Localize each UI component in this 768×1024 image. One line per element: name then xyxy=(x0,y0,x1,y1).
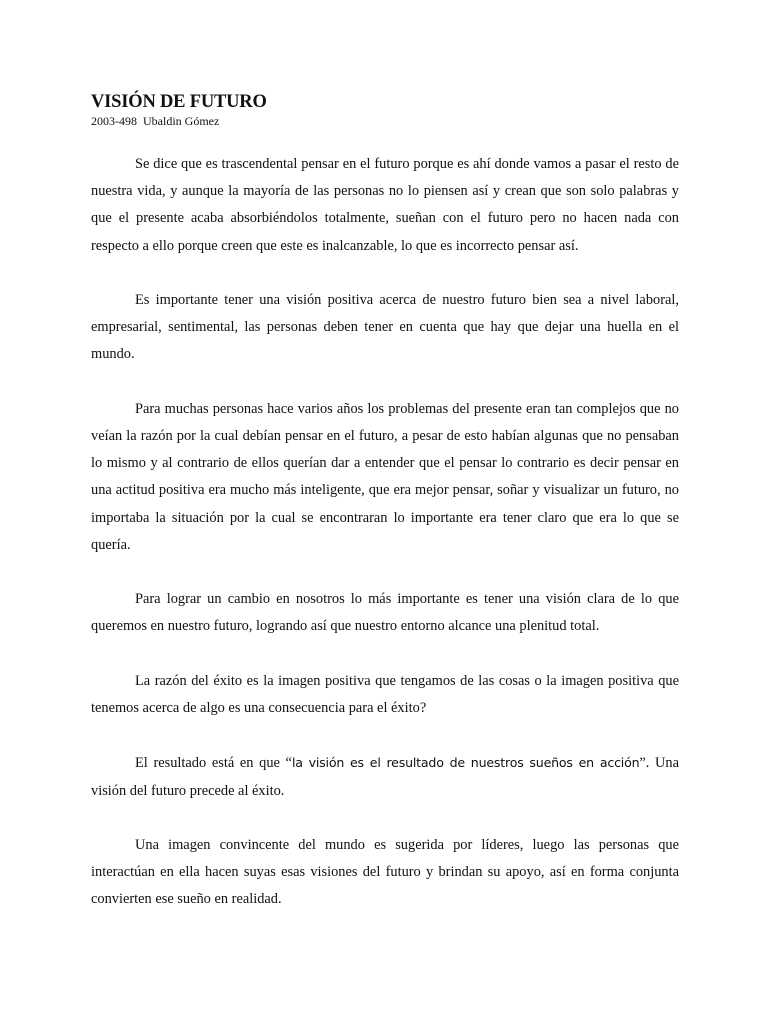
quote-lead-text: El resultado está en que “ xyxy=(135,755,292,772)
document-body xyxy=(91,151,679,914)
quote-trail-text: ”. Una visión del futuro precede al éxito. xyxy=(91,755,679,799)
paragraph-5: La razón del éxito es la imagen positiva que tengamos de las cosas o la imagen positiva que tenemos acerca de algo es una consecuencia para el éxito? xyxy=(91,672,679,716)
document-author: Ubaldin Gómez xyxy=(143,114,220,128)
document-title: VISIÓN DE FUTURO xyxy=(91,92,267,112)
paragraph-4: Para lograr un cambio en nosotros lo más importante es tener una visión clara de lo que queremos en nuestro futuro, logrando así que nuestro entorno alcance una plenitud total. xyxy=(91,591,679,635)
paragraph-1: Se dice que es trascendental pensar en el futuro porque es ahí donde vamos a pasar el resto de nuestra vida, y aunque la mayoría de las personas no lo piensen así y crean que son solo palabras y que el presente acaba absorbiéndolos totalmente, sueñan con el futuro pero no hacen nada con respecto a ello porque creen que este es inalcanzable, lo que es incorrecto pensar así. xyxy=(91,156,679,254)
document-code: 2003-498 xyxy=(91,114,137,128)
paragraph-quote xyxy=(91,749,679,804)
quoted-text: la visión es el resultado de nuestros sueños en acción xyxy=(291,755,640,771)
paragraph-final: Una imagen convincente del mundo es sugerida por líderes, luego las personas que interactúan en ella hacen suyas esas visiones del futuro y brindan su apoyo, así en forma conjunta convierten ese sueño en realidad. xyxy=(91,836,679,908)
document-byline xyxy=(91,114,219,129)
paragraph-3: Para muchas personas hace varios años los problemas del presente eran tan complejos que no veían la razón por la cual debían pensar en el futuro, a pesar de esto habían algunas que no pensaban lo mismo y al contrario de ellos querían dar a entender que el pensar lo contrario es decir pensar en una actitud positiva era mucho más inteligente, que era mejor pensar, soñar y visualizar un futuro, no importaba la situación por la cual se encontraran lo importante era tener claro que era lo que se quería. xyxy=(91,400,679,553)
paragraph-2: Es importante tener una visión positiva acerca de nuestro futuro bien sea a nivel laboral, empresarial, sentimental, las personas deben tener en cuenta que hay que dejar una huella en el mundo. xyxy=(91,292,679,363)
